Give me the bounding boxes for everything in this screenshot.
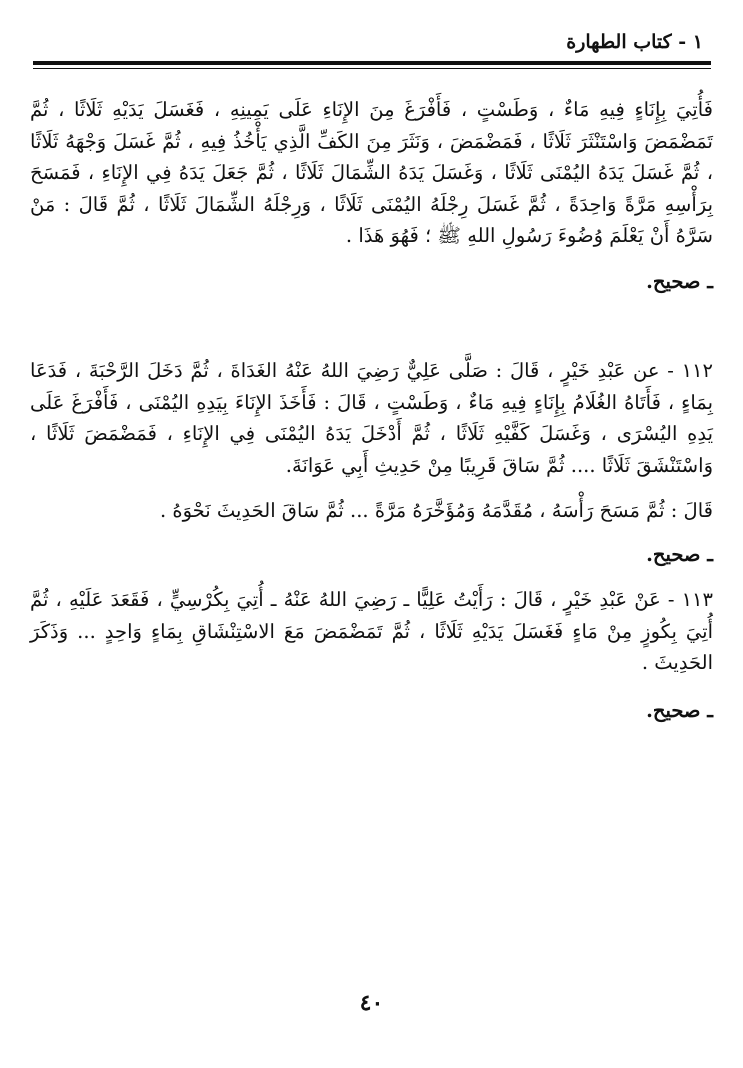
spacer <box>30 570 713 584</box>
header-rule-thin <box>33 68 711 69</box>
hadith-112-paragraph: ١١٢ - عن عَبْدِ خَيْرٍ ، قَالَ : صَلَّى عَلِيٌّ رَضِيَ اللهُ عَنْهُ الغَدَاةَ ، ثُمَّ دَخَلَ الرَّحْبَةَ ، فَدَعَا بِمَاءٍ ، فَأَتَاهُ الغُلَامُ بِإِنَاءٍ فِيهِ مَاءٌ ، وَطَسْتٍ ، قَالَ : فَأَخَذَ الإِنَاءَ بِيَدِهِ اليُمْنَى ، فَأَفْرَغَ عَلَى يَدِهِ اليُسْرَى ، وَغَسَلَ كَفَّيْهِ ثَلَاثًا ، ثُمَّ أَدْخَلَ يَدَهُ اليُمْنَى فِي الإِنَاءِ ، فَمَضْمَضَ ثَلَاثًا ، وَاسْتَنْشَقَ ثَلَاثًا .... ثُمَّ سَاقَ قَرِيبًا مِنْ حَدِيثِ أَبِي عَوَانَةَ. <box>30 359 713 477</box>
header-rule-thick <box>33 61 711 65</box>
spacer <box>30 481 713 495</box>
hadith-continuation-paragraph: فَأُتِيَ بِإِنَاءٍ فِيهِ مَاءٌ ، وَطَسْتٍ ، فَأَفْرَغَ مِنَ الإِنَاءِ عَلَى يَمِينِهِ ، فَغَسَلَ يَدَيْهِ ثَلَاثًا ، ثُمَّ تَمَضْمَضَ وَاسْتَنْثَرَ ثَلَاثًا ، فَمَضْمَضَ ، وَنَثَرَ مِنَ الكَفِّ الَّذِي يَأْخُذُ فِيهِ ، ثُمَّ غَسَلَ وَجْهَهُ ثَلَاثًا ، ثُمَّ غَسَلَ يَدَهُ اليُمْنَى ثَلَاثًا ، وَغَسَلَ يَدَهُ الشِّمَالَ ثَلَاثًا ، ثُمَّ جَعَلَ يَدَهُ فِي الإِنَاءِ ، فَمَسَحَ بِرَأْسِهِ مَرَّةً وَاحِدَةً ، ثُمَّ غَسَلَ رِجْلَهُ اليُمْنَى ثَلَاثًا ، وَرِجْلَهُ الشِّمَالَ ثَلَاثًا ، ثُمَّ قَالَ : مَنْ سَرَّهُ أَنْ يَعْلَمَ وُضُوءَ رَسُولِ اللهِ ﷺ ؛ فَهُوَ هَذَا . <box>30 98 713 247</box>
hadith-113-paragraph: ١١٣ - عَنْ عَبْدِ خَيْرٍ ، قَالَ : رَأَيْتُ عَلِيًّا ـ رَضِيَ اللهُ عَنْهُ ـ أُتِيَ بِكُرْسِيٍّ ، فَقَعَدَ عَلَيْهِ ، ثُمَّ أُتِيَ بِكُوزٍ مِنْ مَاءٍ فَغَسَلَ يَدَيْهِ ثَلَاثًا ، ثُمَّ تَمَضْمَضَ مَعَ الاسْتِنْشَاقِ بِمَاءٍ وَاحِدٍ ... وَذَكَرَ الحَدِيثَ . <box>30 588 713 674</box>
spacer <box>30 297 713 355</box>
grading-label-1: ـ صحيح. <box>646 269 713 293</box>
spacer <box>30 527 713 539</box>
grading-label-3: ـ صحيح. <box>646 698 713 722</box>
body-text <box>30 94 713 726</box>
spacer <box>30 679 713 695</box>
page-number: ٤٠ <box>359 990 384 1016</box>
running-header: ١ - كتاب الطهارة <box>566 31 703 53</box>
spacer <box>30 252 713 266</box>
hadith-112-variant-paragraph: قَالَ : ثُمَّ مَسَحَ رَأْسَهُ ، مُقَدَّمَهُ وَمُؤَخَّرَهُ مَرَّةً ... ثُمَّ سَاقَ الحَدِيثَ نَحْوَهُ . <box>159 499 713 522</box>
grading-label-2: ـ صحيح. <box>646 542 713 566</box>
